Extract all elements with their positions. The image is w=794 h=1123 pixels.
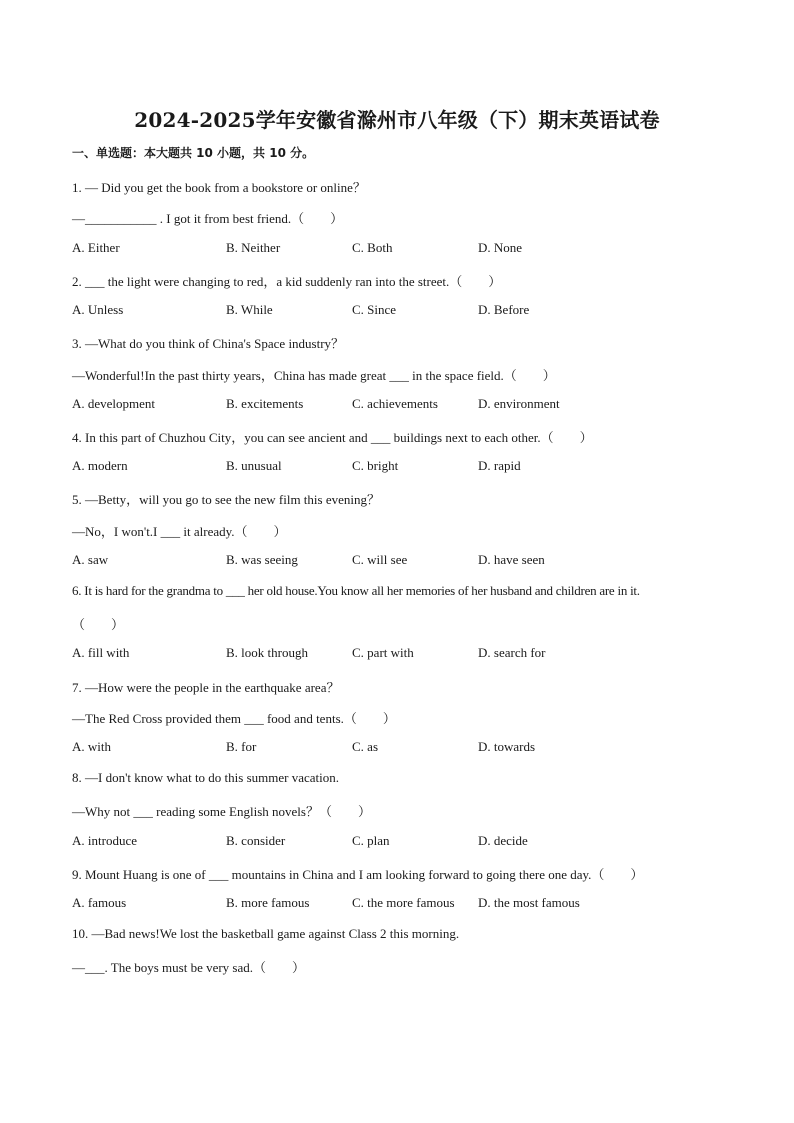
q1-option-b: B. Neither — [226, 240, 281, 255]
q5-option-c: C. will see — [352, 552, 408, 567]
q3-option-d: D. environment — [478, 396, 560, 411]
q7-option-d: D. towards — [478, 739, 536, 754]
q8-option-a: A. introduce — [72, 833, 137, 848]
question-9-line-1: 9. Mount Huang is one of ___ mountains in China and I am looking forward to going there one day.（ ） — [72, 867, 644, 882]
question-3-line-2: —Wonderful!In the past thirty years，China has made great ___ in the space field.（ ） — [72, 368, 556, 383]
question-4-line-1: 4. In this part of Chuzhou City，you can see ancient and ___ buildings next to each other.（ ） — [72, 430, 593, 445]
q2-option-d: D. Before — [478, 302, 530, 317]
question-10-line-2: —___. The boys must be very sad.（ ） — [72, 960, 306, 975]
q2-option-c: C. Since — [352, 302, 397, 317]
q7-option-c: C. as — [352, 739, 378, 754]
question-8-line-2: —Why not ___ reading some English novels？（ ） — [72, 804, 371, 819]
q7-option-b: B. for — [226, 739, 257, 754]
q2-option-a: A. Unless — [72, 302, 124, 317]
q1-option-d: D. None — [478, 240, 523, 255]
q4-option-c: C. bright — [352, 458, 399, 473]
question-2-line-1: 2. ___ the light were changing to red，a kid suddenly ran into the street.（ ） — [72, 274, 502, 289]
q4-option-d: D. rapid — [478, 458, 521, 473]
section-heading: 一、单选题：本大题共 10 小题，共 10 分。 — [72, 146, 315, 160]
q9-option-a: A. famous — [72, 895, 127, 910]
q5-option-d: D. have seen — [478, 552, 545, 567]
q5-option-a: A. saw — [72, 552, 109, 567]
q4-option-a: A. modern — [72, 458, 128, 473]
q9-option-d: D. the most famous — [478, 895, 580, 910]
question-7-line-2: —The Red Cross provided them ___ food and tents.（ ） — [72, 711, 396, 726]
question-10-line-1: 10. —Bad news!We lost the basketball game against Class 2 this morning. — [72, 926, 460, 941]
question-1-line-2: —___________ . I got it from best friend.（ ） — [72, 211, 344, 226]
question-1-line-1: 1. — Did you get the book from a bookstore or online？ — [72, 180, 366, 195]
q3-option-c: C. achievements — [352, 396, 438, 411]
q6-option-a: A. fill with — [72, 645, 130, 660]
q6-option-c: C. part with — [352, 645, 414, 660]
q6-option-b: B. look through — [226, 645, 308, 660]
q5-option-b: B. was seeing — [226, 552, 298, 567]
question-8-line-1: 8. —I don't know what to do this summer vacation. — [72, 770, 340, 785]
q7-option-a: A. with — [72, 739, 111, 754]
q8-option-d: D. decide — [478, 833, 528, 848]
q1-option-a: A. Either — [72, 240, 120, 255]
question-7-line-1: 7. —How were the people in the earthquake area？ — [72, 680, 340, 695]
q9-option-c: C. the more famous — [352, 895, 455, 910]
question-6-line-1: 6. It is hard for the grandma to ___ her old house.You know all her memories of her husband and children are in it. — [72, 583, 640, 598]
q9-option-b: B. more famous — [226, 895, 310, 910]
q3-option-a: A. development — [72, 396, 156, 411]
page-title: 2024-2025学年安徽省滁州市八年级（下）期末英语试卷 — [134, 108, 660, 132]
q3-option-b: B. excitements — [226, 396, 304, 411]
q8-option-b: B. consider — [226, 833, 286, 848]
question-5-line-2: —No，I won't.I ___ it already.（ ） — [72, 524, 287, 539]
q1-option-c: C. Both — [352, 240, 393, 255]
question-6-line-2: （ ） — [72, 617, 125, 632]
q6-option-d: D. search for — [478, 645, 546, 660]
question-3-line-1: 3. —What do you think of China's Space industry？ — [72, 336, 345, 351]
q4-option-b: B. unusual — [226, 458, 282, 473]
q8-option-c: C. plan — [352, 833, 390, 848]
question-5-line-1: 5. —Betty，will you go to see the new film this evening？ — [72, 492, 380, 507]
q2-option-b: B. While — [226, 302, 273, 317]
